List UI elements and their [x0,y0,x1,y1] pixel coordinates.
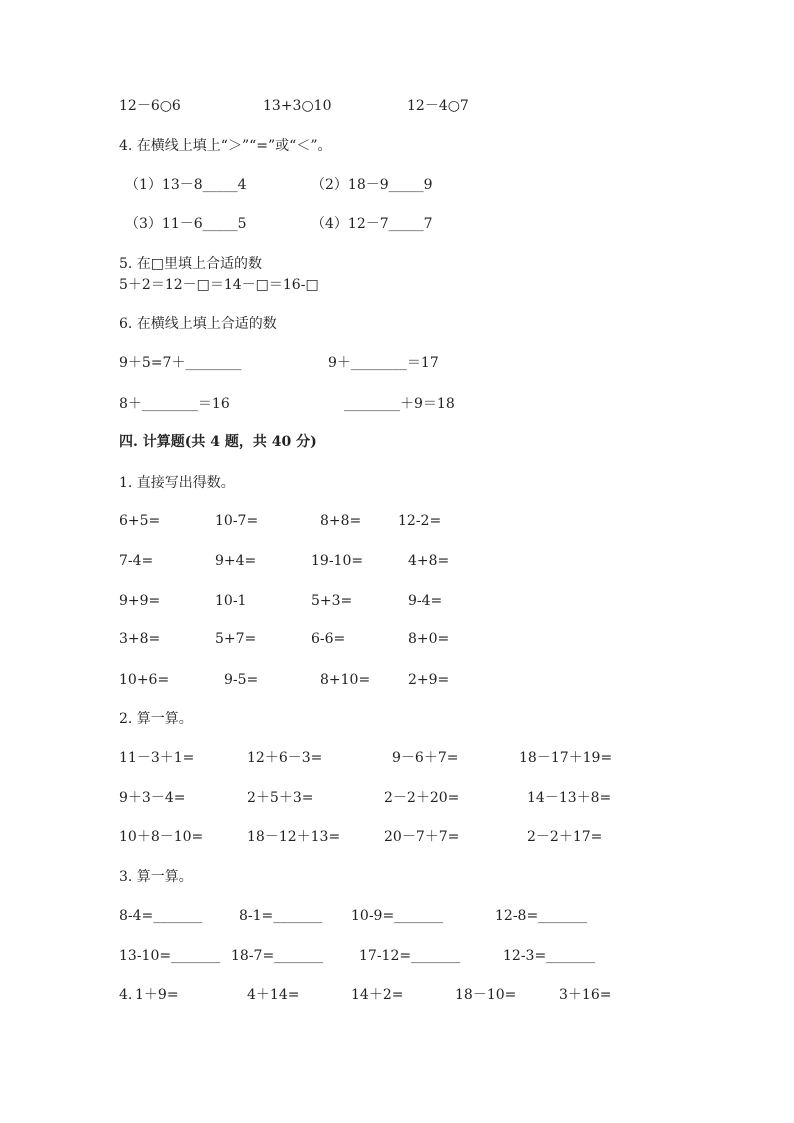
s3-cell: 17-12=_______ [359,948,461,964]
s1-cell: 9-5= [224,672,259,688]
s1-cell: 9-4= [408,593,443,609]
s2-cell: 14－13＋8= [527,790,612,806]
s2-cell: 9＋3－4= [119,790,186,806]
s1-cell: 4+8= [408,553,450,569]
s2-cell: 2－2＋17= [527,829,603,845]
s1-cell: 6+5= [119,513,161,529]
s1-cell: 5+3= [311,593,353,609]
s1-title: 1. 直接写出得数。 [119,475,235,491]
s4-item: 18－10= [455,987,517,1003]
s1-cell: 7-4= [119,553,154,569]
q6-title: 6. 在横线上填上合适的数 [119,316,277,332]
s1-cell: 10+6= [119,672,170,688]
s1-cell: 10-7= [215,513,259,529]
s3-cell: 10-9=_______ [351,908,444,924]
compare-item-2: 13+3○10 [263,98,332,114]
q4-item-3: （3）11－6_____5 [125,216,247,232]
s1-cell: 19-10= [311,553,364,569]
s1-cell: 10-1 [215,593,247,609]
q5-title: 5. 在□里填上合适的数 [119,256,263,272]
s2-cell: 18－12＋13= [247,829,341,845]
q4-item-1: （1）13－8_____4 [125,177,247,193]
s2-cell: 10＋8－10= [119,829,204,845]
s3-title: 3. 算一算。 [119,869,193,885]
s1-cell: 8+8= [320,513,362,529]
s4-item: 3＋16= [559,987,612,1003]
s1-cell: 9+9= [119,593,161,609]
s3-cell: 8-1=_______ [239,908,323,924]
section-title: 四. 计算题(共 4 题，共 40 分) [119,434,317,450]
s3-cell: 12-3=_______ [503,948,596,964]
s4-item: 1＋9= [135,987,179,1003]
s2-cell: 20－7＋7= [384,829,460,845]
compare-item-1: 12－6○6 [119,98,181,114]
s2-cell: 12＋6－3= [247,750,323,766]
q6-item-2: 9＋________＝17 [328,355,439,371]
q6-item-4: ________＋9＝18 [344,396,455,412]
s3-cell: 13-10=_______ [119,948,221,964]
s1-cell: 12-2= [398,513,442,529]
q5-body: 5＋2＝12－□＝14－□＝16-□ [119,277,319,293]
s4-label: 4. [119,987,133,1003]
s1-cell: 2+9= [408,672,450,688]
s1-cell: 8+0= [408,631,450,647]
q6-item-1: 9＋5=7＋________ [119,355,242,371]
s3-cell: 12-8=_______ [495,908,588,924]
q4-item-4: （4）12－7_____7 [311,216,433,232]
s2-cell: 18－17＋19= [519,750,613,766]
q6-item-3: 8＋________＝16 [119,396,230,412]
s3-cell: 8-4=_______ [119,908,203,924]
s4-item: 14＋2= [351,987,404,1003]
s1-cell: 5+7= [215,631,257,647]
q4-title: 4. 在横线上填上“＞”“=”或“＜”。 [119,138,332,154]
s2-cell: 2＋5＋3= [247,790,314,806]
s3-cell: 18-7=_______ [231,948,324,964]
s2-title: 2. 算一算。 [119,711,193,727]
compare-item-3: 12－4○7 [407,98,469,114]
s2-cell: 2－2＋20= [384,790,460,806]
s1-cell: 6-6= [311,631,346,647]
s1-cell: 9+4= [215,553,257,569]
s1-cell: 8+10= [320,672,371,688]
s4-item: 4＋14= [247,987,300,1003]
s1-cell: 3+8= [119,631,161,647]
q4-item-2: （2）18－9_____9 [311,177,433,193]
s2-cell: 9－6＋7= [392,750,459,766]
s2-cell: 11－3＋1= [119,750,195,766]
